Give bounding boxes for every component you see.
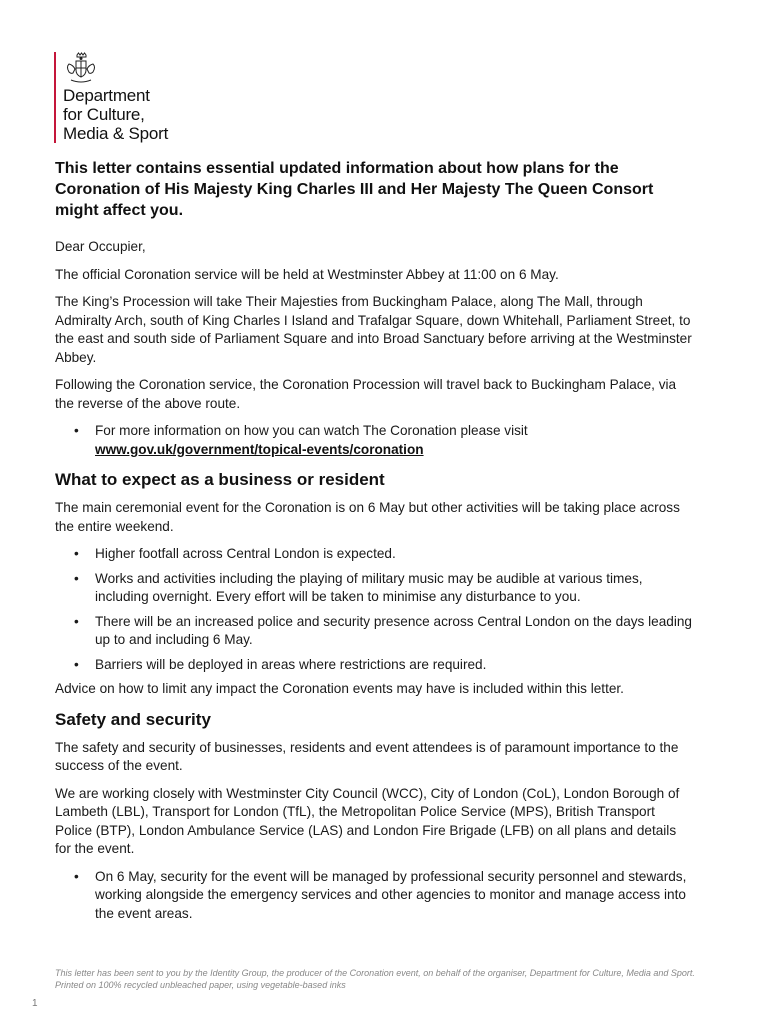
- section-heading: Safety and security: [55, 709, 211, 729]
- department-name-line: Department: [63, 86, 150, 105]
- letter-body: [55, 158, 695, 929]
- list-item: • Works and activities including the playing of military music may be audible at various times, including overnight. Every effort will be taken to minimise any disturbance to you.: [95, 570, 695, 607]
- coronation-info-link[interactable]: www.gov.uk/government/topical-events/coronation: [95, 441, 424, 457]
- section-heading: What to expect as a business or resident: [55, 470, 385, 489]
- paragraph: Following the Coronation service, the Coronation Procession will travel back to Buckingham Palace, via the reverse of the above route.: [55, 377, 677, 411]
- dcms-logo: [54, 52, 168, 143]
- paragraph: The safety and security of businesses, residents and event attendees is of paramount importance to the success of the event.: [55, 739, 679, 773]
- page-number: 1: [32, 998, 38, 1009]
- list-item: [95, 422, 695, 459]
- list-item: • Barriers will be deployed in areas where restrictions are required.: [95, 656, 695, 675]
- salutation: Dear Occupier,: [55, 239, 146, 254]
- list-item: • There will be an increased police and security presence across Central London on the days leading up to and including 6 May.: [95, 613, 695, 650]
- paragraph: The King’s Procession will take Their Majesties from Buckingham Palace, along The Mall, through Admiralty Arch, south of King Charles I Island and Trafalgar Square, down Whitehall, Parliament Street, to the east and south side of Parliament Square and into Broad Sanctuary before arriving at the Westminster Abbey.: [55, 294, 692, 365]
- paragraph: The official Coronation service will be held at Westminster Abbey at 11:00 on 6 May.: [55, 266, 559, 282]
- paragraph: The main ceremonial event for the Coronation is on 6 May but other activities will be taking place across the entire weekend.: [55, 500, 680, 534]
- list-item: • On 6 May, security for the event will be managed by professional security personnel and stewards, working alongside the emergency services and other agencies to monitor and manage access into the event areas.: [95, 868, 695, 924]
- paragraph: We are working closely with Westminster City Council (WCC), City of London (CoL), London Borough of Lambeth (LBL), Transport for London (TfL), the Metropolitan Police Service (MPS), British Transport Police (BTP), London Ambulance Service (LAS) and London Fire Brigade (LFB) on all plans and details for the event.: [55, 785, 680, 856]
- info-list: [55, 422, 695, 459]
- expectations-list: [55, 545, 695, 674]
- list-item: • Higher footfall across Central London is expected.: [95, 545, 695, 564]
- footer-note: This letter has been sent to you by the Identity Group, the producer of the Coronation event, on behalf of the organiser, Department for Culture, Media and Sport. Printed on 100% recycled unbleached paper, using vegetable-based inks: [55, 968, 695, 990]
- department-name: [63, 86, 168, 143]
- security-list: [55, 868, 695, 924]
- letter-headline: This letter contains essential updated information about how plans for the Coronation of His Majesty King Charles III and Her Majesty The Queen Consort might affect you.: [55, 160, 654, 219]
- department-name-line: Media & Sport: [63, 124, 169, 143]
- department-name-line: for Culture,: [63, 105, 145, 124]
- royal-coat-of-arms-icon: [63, 52, 99, 84]
- paragraph: Advice on how to limit any impact the Coronation events may have is included within this letter.: [55, 681, 624, 696]
- info-text: For more information on how you can watch The Coronation please visit: [95, 423, 528, 438]
